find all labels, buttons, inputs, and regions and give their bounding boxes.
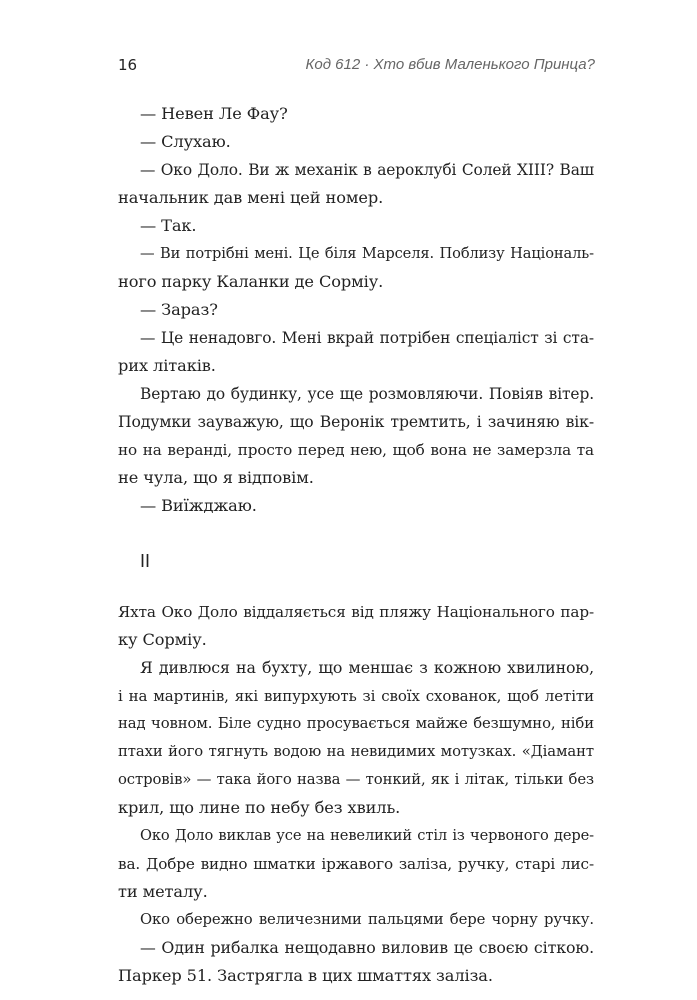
text-line: ва. Добре видно шматки іржавого заліза, ручку, старі лис- <box>118 855 594 873</box>
text-line: ку Сорміу. <box>118 630 207 649</box>
text-line: Яхта Око Доло віддаляється від пляжу Національного пар- <box>118 603 594 621</box>
running-title: Код 612 · Хто вбив Маленького Принца? <box>305 56 595 73</box>
text-line: — Зараз? <box>140 300 218 319</box>
text-line: Око Доло виклав усе на невеликий стіл із червоного дере- <box>140 827 594 844</box>
text-line: Паркер 51. Застрягла в цих шматтях заліза. <box>118 966 493 985</box>
text-line: — Виїжджаю. <box>140 496 257 515</box>
text-line: островів» — така його назва — тонкий, як і літак, тільки без <box>118 771 594 788</box>
text-line: ти металу. <box>118 882 208 901</box>
text-line: Я дивлюся на бухту, що меншає з кожною хвилиною, <box>140 658 594 677</box>
text-line: рих літаків. <box>118 356 216 375</box>
part-one <box>118 100 594 520</box>
text-line: — Невен Ле Фау? <box>140 104 288 123</box>
spacer <box>118 584 594 598</box>
part-two <box>118 598 594 990</box>
text-line: птахи його тягнуть водою на невидимих мотузках. «Діамант <box>118 743 594 760</box>
text-line: над човном. Біле судно просувається майже безшумно, ніби <box>118 715 594 732</box>
text-line: не чула, що я відповім. <box>118 468 314 487</box>
text-line: Вертаю до будинку, усе ще розмовляючи. Повіяв вітер. <box>140 385 594 403</box>
text-line: — Слухаю. <box>140 132 231 151</box>
text-line: ного парку Каланки де Сорміу. <box>118 272 384 291</box>
page-body <box>118 100 594 990</box>
spacer <box>118 520 594 538</box>
text-line: і на мартинів, які випурхують зі своїх схованок, щоб летіти <box>118 687 594 705</box>
text-line: но на веранді, просто перед нею, щоб вона не замерзла та <box>118 441 594 459</box>
text-line: Подумки зауважую, що Веронік тремтить, і зачиняю вік- <box>118 413 594 431</box>
text-line: — Око Доло. Ви ж механік в аероклубі Солей XIII? Ваш <box>140 161 594 179</box>
text-line: — Один рибалка нещодавно виловив це своєю сіткою. <box>140 938 594 957</box>
text-line: — Ви потрібні мені. Це біля Марселя. Поблизу Національ- <box>140 245 594 262</box>
text-line: начальник дав мені цей номер. <box>118 188 384 207</box>
text-line: Око обережно величезними пальцями бере чорну ручку. <box>140 911 594 928</box>
text-line: — Так. <box>140 216 197 235</box>
text-line: — Це ненадовго. Мені вкрай потрібен спеціаліст зі ста- <box>140 329 594 347</box>
page-number: 16 <box>118 56 138 74</box>
page-header <box>118 56 595 80</box>
text-line: крил, що лине по небу без хвиль. <box>118 798 401 817</box>
section-heading: II <box>140 551 151 571</box>
